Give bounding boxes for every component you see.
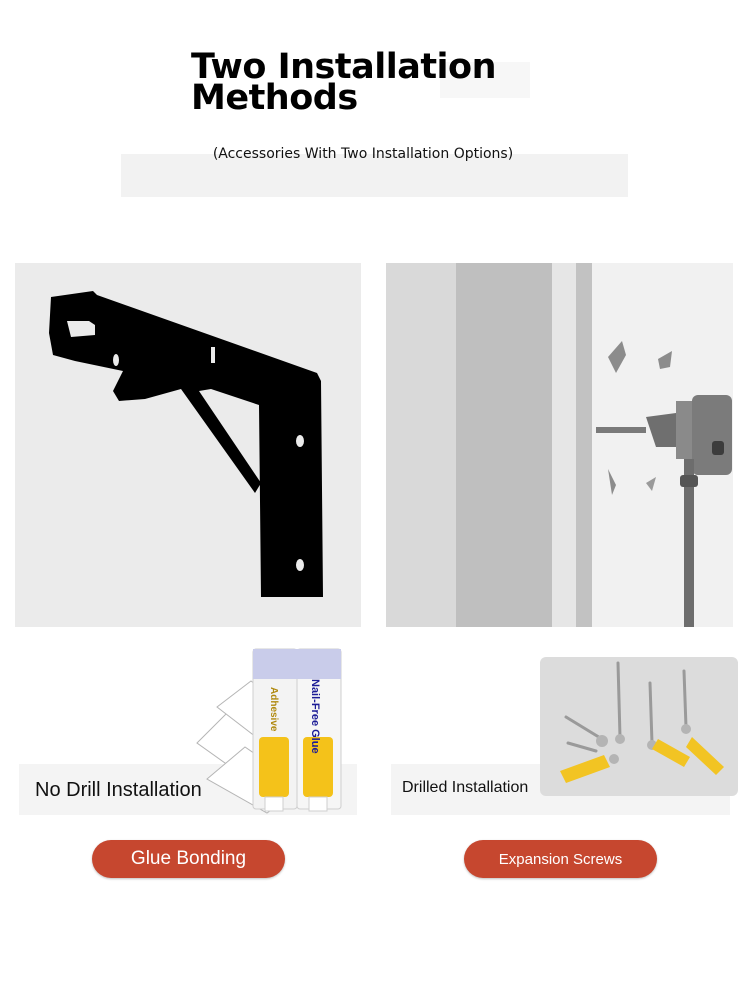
nail-free-glue-tube-icon [193,647,361,815]
glue-bonding-button[interactable]: Glue Bonding [92,840,285,878]
bracket-image-panel [15,263,361,627]
caption-no-drill: No Drill Installation [35,779,202,801]
glue-label: Nail-Free Glue [309,679,321,754]
screws-and-anchors-icon [540,657,738,796]
bracket-icon [15,263,361,627]
page-title: Two Installation Methods [191,47,497,118]
caption-drilled: Drilled Installation [402,779,529,796]
drill-wall-icon [386,263,733,627]
expansion-screws-button[interactable]: Expansion Screws [464,840,657,878]
adhesive-label: Adhesive [268,687,279,732]
drill-image-panel [386,263,733,627]
page-subtitle: (Accessories With Two Installation Options) [212,146,514,162]
